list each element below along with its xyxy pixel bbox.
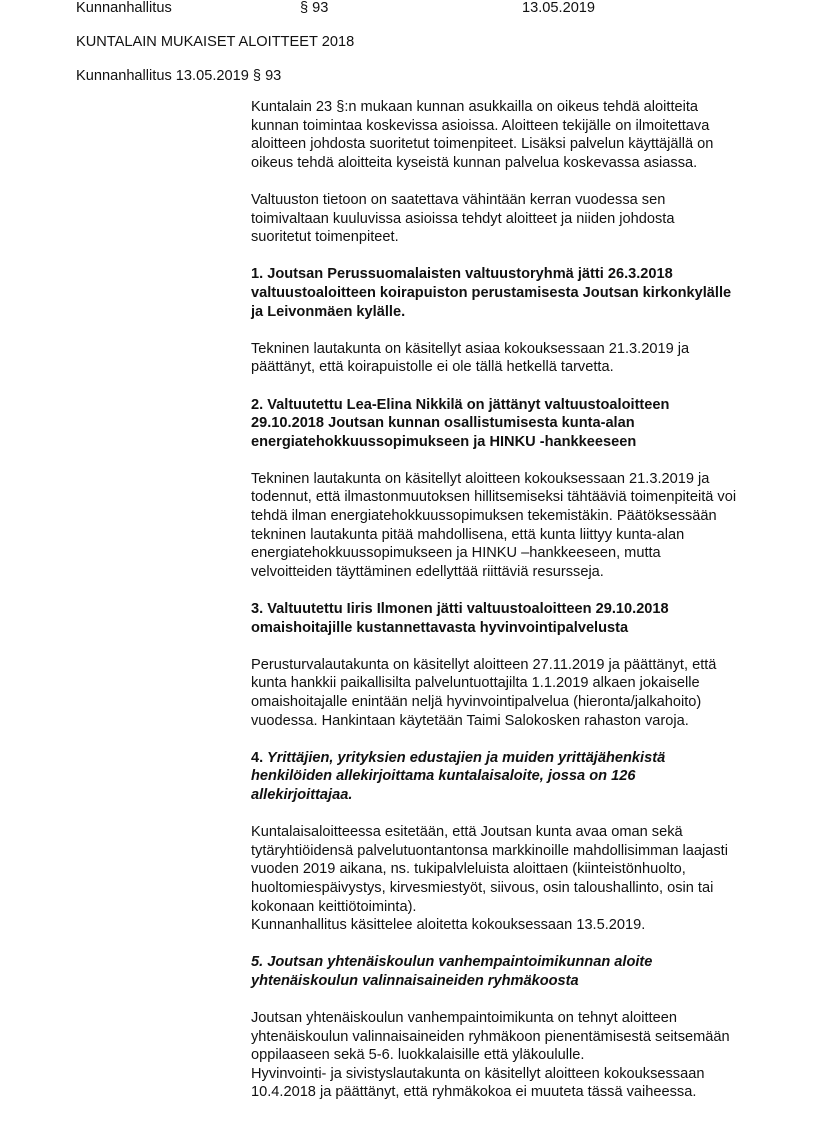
text-line: suoritetut toimenpiteet. [251,229,399,246]
text-line: Hyvinvointi- ja sivistyslautakunta on käsitellyt aloitteen kokouksessaan [251,1065,705,1082]
item-body-4 [251,823,791,935]
text-line: kokonaan keittiötoiminta). [251,898,417,915]
text-line: Kuntalaisaloitteessa esitetään, että Joutsan kunta avaa oman sekä [251,824,683,841]
text-line: oppilaaseen sekä 5-6. luokkalaisille että yläkoululle. [251,1047,585,1064]
text-line: energiatehokkuussopimukseen ja HINKU -hankkeeseen [251,433,637,450]
text-line: kunta hankkii paikallisilta palveluntuottajilta 1.1.2019 alkaen jokaiselle [251,675,700,692]
item-body-2 [251,470,791,582]
text-line: henkilöiden allekirjoittama kuntalaisaloite, jossa on 126 [251,768,636,785]
text-line: tytäryhtiöidensä palvelutuontantonsa markkinoille mahdollisimman laajasti [251,842,728,859]
item-number: 2. [251,396,264,413]
text-line: Perusturvalautakunta on käsitellyt aloitteen 27.11.2019 ja päättänyt, että [251,656,717,673]
text-line: 29.10.2018 Joutsan kunnan osallistumisesta kunta-alan [251,415,635,432]
text-line: oikeus tehdä aloitteita kyseistä kunnan palvelua koskevassa asiassa. [251,154,698,171]
text-line: Kuntalain 23 §:n mukaan kunnan asukkailla on oikeus tehdä aloitteita [251,99,699,115]
item-heading-2 [251,396,791,452]
text-line: omaishoitajalle enintään neljä hyvinvointipalvelua (hieronta/jalkahoito) [251,694,702,710]
heading-text: Valtuutettu Iiris Ilmonen jätti valtuustoaloitteen 29.10.2018 [263,601,669,618]
item-body-1 [251,340,791,377]
header-section-number: § 93 [300,0,329,16]
text-line: Valtuuston tietoon on saatettava vähintään kerran vuodessa sen [251,191,666,208]
text-line: allekirjoittajaa. [251,786,353,803]
text-line: ja Leivonmäen kylälle. [251,303,406,320]
text-line: päättänyt, että koirapuistolle ei ole tällä hetkellä tarvetta. [251,359,614,376]
item-number: 3. [251,601,264,618]
text-line: tehdä ilman energiatehokkuussopimuksen tekemistäkin. Päätöksessään [251,508,717,525]
document-title: KUNTALAIN MUKAISET ALOITTEET 2018 [76,34,355,50]
text-line: omaishoitajille kustannettavasta hyvinvointipalvelusta [251,619,629,636]
document-subtitle: Kunnanhallitus 13.05.2019 § 93 [76,68,282,84]
text-line: yhtenäiskoulun valinnaisaineiden ryhmäkoosta [251,972,579,989]
item-body-3 [251,656,791,730]
intro-paragraph [251,191,791,247]
text-line: energiatehokkuussopimukseen ja HINKU –hankkeeseen, mutta [251,545,661,562]
item-heading-3 [251,600,791,637]
text-line: tekninen lautakunta pitää mahdollisena, että kunta liittyy kunta-alan [251,526,685,543]
text-line: huoltomiespäivystys, kirvesmiestyöt, siivous, osin taloushallinto, osin tai [251,879,714,896]
text-line [251,600,791,619]
item-number: 1. [251,266,264,283]
text-line [251,265,791,284]
text-line: 10.4.2018 ja päättänyt, että ryhmäkokoa ei muuteta tässä vaiheessa. [251,1084,697,1101]
text-line: vuodessa. Hankintaan käytetään Taimi Salokosken rahaston varoja. [251,712,689,729]
item-heading-4 [251,749,791,805]
text-line: Tekninen lautakunta on käsitellyt aloitteen kokouksessaan 21.3.2019 ja [251,470,710,487]
heading-text: Joutsan yhtenäiskoulun vanhempaintoimikunnan aloite [263,954,653,971]
text-line [251,953,791,972]
text-line: velvoitteiden täyttäminen edellyttää riittäviä resursseja. [251,563,604,580]
text-line: valtuustoaloitteen koirapuiston perustamisesta Joutsan kirkonkylälle [251,284,732,301]
text-line: todennut, että ilmastonmuutoksen hillitsemiseksi tähtääviä toimenpiteitä voi [251,489,737,506]
header-body-name: Kunnanhallitus [76,0,172,16]
header-date: 13.05.2019 [522,0,596,16]
heading-text: Yrittäjien, yrityksien edustajien ja muiden yrittäjähenkistä [263,749,666,766]
item-number: 5. [251,954,264,971]
heading-text: Joutsan Perussuomalaisten valtuustoryhmä jätti 26.3.2018 [263,266,673,283]
text-line: kunnan toimintaa koskevissa asioissa. Aloitteen tekijälle on ilmoitettava [251,117,710,134]
text-line: yhtenäiskoulun valinnaisaineiden ryhmäkoon pienentämisestä seitsemään [251,1028,730,1045]
text-line: aloitteen johdosta suoritetut toimenpiteet. Lisäksi palvelun käyttäjällä on [251,136,714,153]
text-line: vuoden 2019 aikana, ns. tukipalvleluista aloittaen (kiinteistönhuolto, [251,861,686,878]
text-line [251,396,791,415]
text-line: Kunnanhallitus käsittelee aloitetta kokouksessaan 13.5.2019. [251,917,646,934]
text-line: toimivaltaan kuuluvissa asioissa tehdyt aloitteet ja niiden johdosta [251,210,675,227]
text-line: Joutsan yhtenäiskoulun vanhempaintoimikunta on tehnyt aloitteen [251,1010,677,1027]
item-heading-5 [251,953,791,990]
intro-paragraph [251,98,791,172]
document-content [251,98,791,1121]
text-line: Tekninen lautakunta on käsitellyt asiaa kokouksessaan 21.3.2019 ja [251,340,690,357]
text-line [251,749,791,768]
item-number: 4. [251,749,264,766]
heading-text: Valtuutettu Lea-Elina Nikkilä on jättänyt valtuustoaloitteen [263,396,670,413]
item-heading-1 [251,265,791,321]
